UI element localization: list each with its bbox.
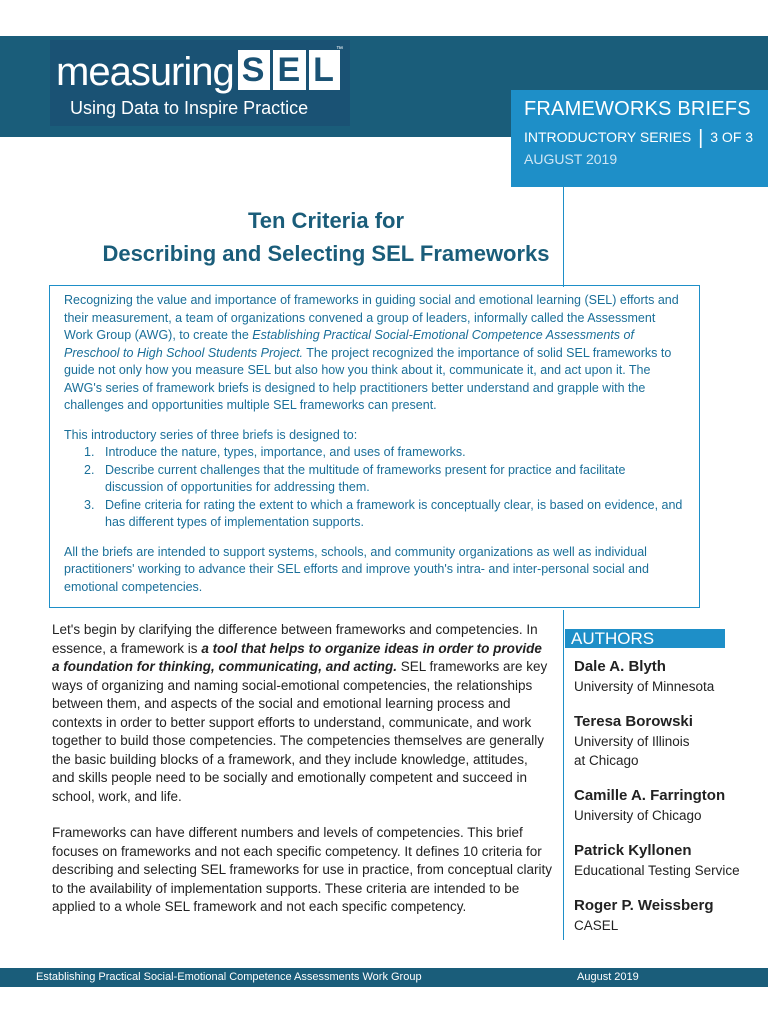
intro-p1-end: The project recognized the importance of solid SEL frameworks to guide not only how you measure SEL but also how you think about it, communicate it, and act upon it. The AWG's series of framework briefs is designed to help practitioners better understand and grapple with the challenges and opportunities multiple SEL frameworks can present. <box>64 345 672 412</box>
intro-list-intro: This introductory series of three briefs is designed to: <box>64 427 358 442</box>
intro-box <box>49 285 700 608</box>
body-p1-start: Let's begin by clarifying the difference between frameworks and competencies. In essence, a framework is <box>52 622 538 656</box>
brief-part: 3 OF 3 <box>710 129 754 145</box>
logo-wordmark <box>56 50 343 95</box>
author-entry <box>574 896 764 935</box>
intro-list <box>64 444 687 532</box>
list-item-number: 3. <box>84 497 95 512</box>
footer-bar <box>0 968 768 987</box>
body-p1-end: SEL frameworks are key ways of organizing and naming social-emotional competencies, the relationships between them, and aspects of the social and emotional learning process and contexts in order to better support efforts to understand, communicate, and work together to build those competencies. The competencies themselves are generally the basic building blocks of a framework, and they include knowledge, attitudes, and skills people need to be socially and emotionally competent and succeed in school, work, and life. <box>52 659 548 804</box>
author-name: Dale A. Blyth <box>574 658 666 675</box>
brief-title: FRAMEWORKS BRIEFS <box>524 98 751 120</box>
document-title <box>0 204 652 270</box>
list-item-text: Describe current challenges that the multitude of frameworks present for practice and facilitate discussion of opportunities for addressing them. <box>105 462 626 494</box>
body-p1-definition: a tool that helps to organize ideas in order to provide a foundation for thinking, communicating, and acting. <box>52 640 542 674</box>
author-entry <box>574 841 764 880</box>
author-name: Patrick Kyllonen <box>574 842 692 859</box>
logo-sel-letters <box>238 50 343 90</box>
intro-paragraph <box>64 292 687 415</box>
author-entry <box>574 712 764 770</box>
logo-letter-l: L <box>309 50 340 90</box>
list-item-text: Define criteria for rating the extent to which a framework is conceptually clear, is based on evidence, and has different types of implementation supports. <box>105 497 683 529</box>
body-paragraph-2: Frameworks can have different numbers and levels of competencies. This brief focuses on frameworks and not each specific competency. It defines 10 criteria for describing and selecting SEL frameworks for use in practice, from conceptual clarity to the availability of implementation supports. These criteria are intended to be applied to a whole SEL framework and not each specific competency. <box>52 825 552 914</box>
author-entry <box>574 786 764 825</box>
body-paragraph-1 <box>52 621 552 806</box>
brief-series-label: INTRODUCTORY SERIES <box>524 129 692 145</box>
list-item-text: Introduce the nature, types, importance, and uses of frameworks. <box>105 445 466 459</box>
brief-series <box>524 127 768 150</box>
list-item-number: 2. <box>84 462 95 477</box>
author-name: Roger P. Weissberg <box>574 897 714 914</box>
document-title-line2: Describing and Selecting SEL Frameworks <box>102 241 550 266</box>
footer-organization: Establishing Practical Social-Emotional Competence Assessments Work Group <box>36 971 422 983</box>
logo-tagline: Using Data to Inspire Practice <box>70 98 309 118</box>
body-text <box>52 621 552 935</box>
author-affiliation: University of Chicago <box>574 808 702 823</box>
intro-closing: All the briefs are intended to support systems, schools, and community organizations as well as individual practitioners' working to advance their SEL efforts and improve youth's intra- and inter-personal social and emotional competencies. <box>64 544 649 594</box>
list-item <box>64 444 687 462</box>
list-item <box>64 462 687 497</box>
author-entry <box>574 657 764 696</box>
author-name: Teresa Borowski <box>574 713 693 730</box>
intro-p1-project-name: Establishing Practical Social-Emotional Competence Assessments of Preschool to High School Students Project. <box>64 328 634 360</box>
authors-list <box>574 657 764 951</box>
author-affiliation: University of Illinois <box>574 734 690 749</box>
frameworks-briefs-box <box>511 90 768 187</box>
vertical-rule-authors <box>563 610 564 940</box>
author-affiliation: CASEL <box>574 918 619 933</box>
author-affiliation: University of Minnesota <box>574 679 715 694</box>
footer-date: August 2019 <box>577 971 639 983</box>
author-name: Camille A. Farrington <box>574 787 726 804</box>
document-title-line1: Ten Criteria for <box>247 208 405 233</box>
intro-p1-start: Recognizing the value and importance of frameworks in guiding social and emotional learning (SEL) efforts and their measurement, a team of organizations convened a group of leaders, informally called the Assessment Work Group (AWG), to create the <box>64 293 679 342</box>
author-affiliation-line2: at Chicago <box>574 753 639 768</box>
logo-word: measuring <box>56 50 234 94</box>
logo-trademark: ™ <box>336 46 343 53</box>
brief-separator: | <box>698 127 704 149</box>
authors-heading: AUTHORS <box>565 629 725 648</box>
logo-letter-e: E <box>273 50 306 90</box>
author-affiliation: Educational Testing Service <box>574 863 740 878</box>
measuring-sel-logo <box>50 40 350 126</box>
logo-letter-s: S <box>238 50 271 90</box>
list-item <box>64 497 687 532</box>
list-item-number: 1. <box>84 445 95 459</box>
brief-date: AUGUST 2019 <box>524 151 618 167</box>
